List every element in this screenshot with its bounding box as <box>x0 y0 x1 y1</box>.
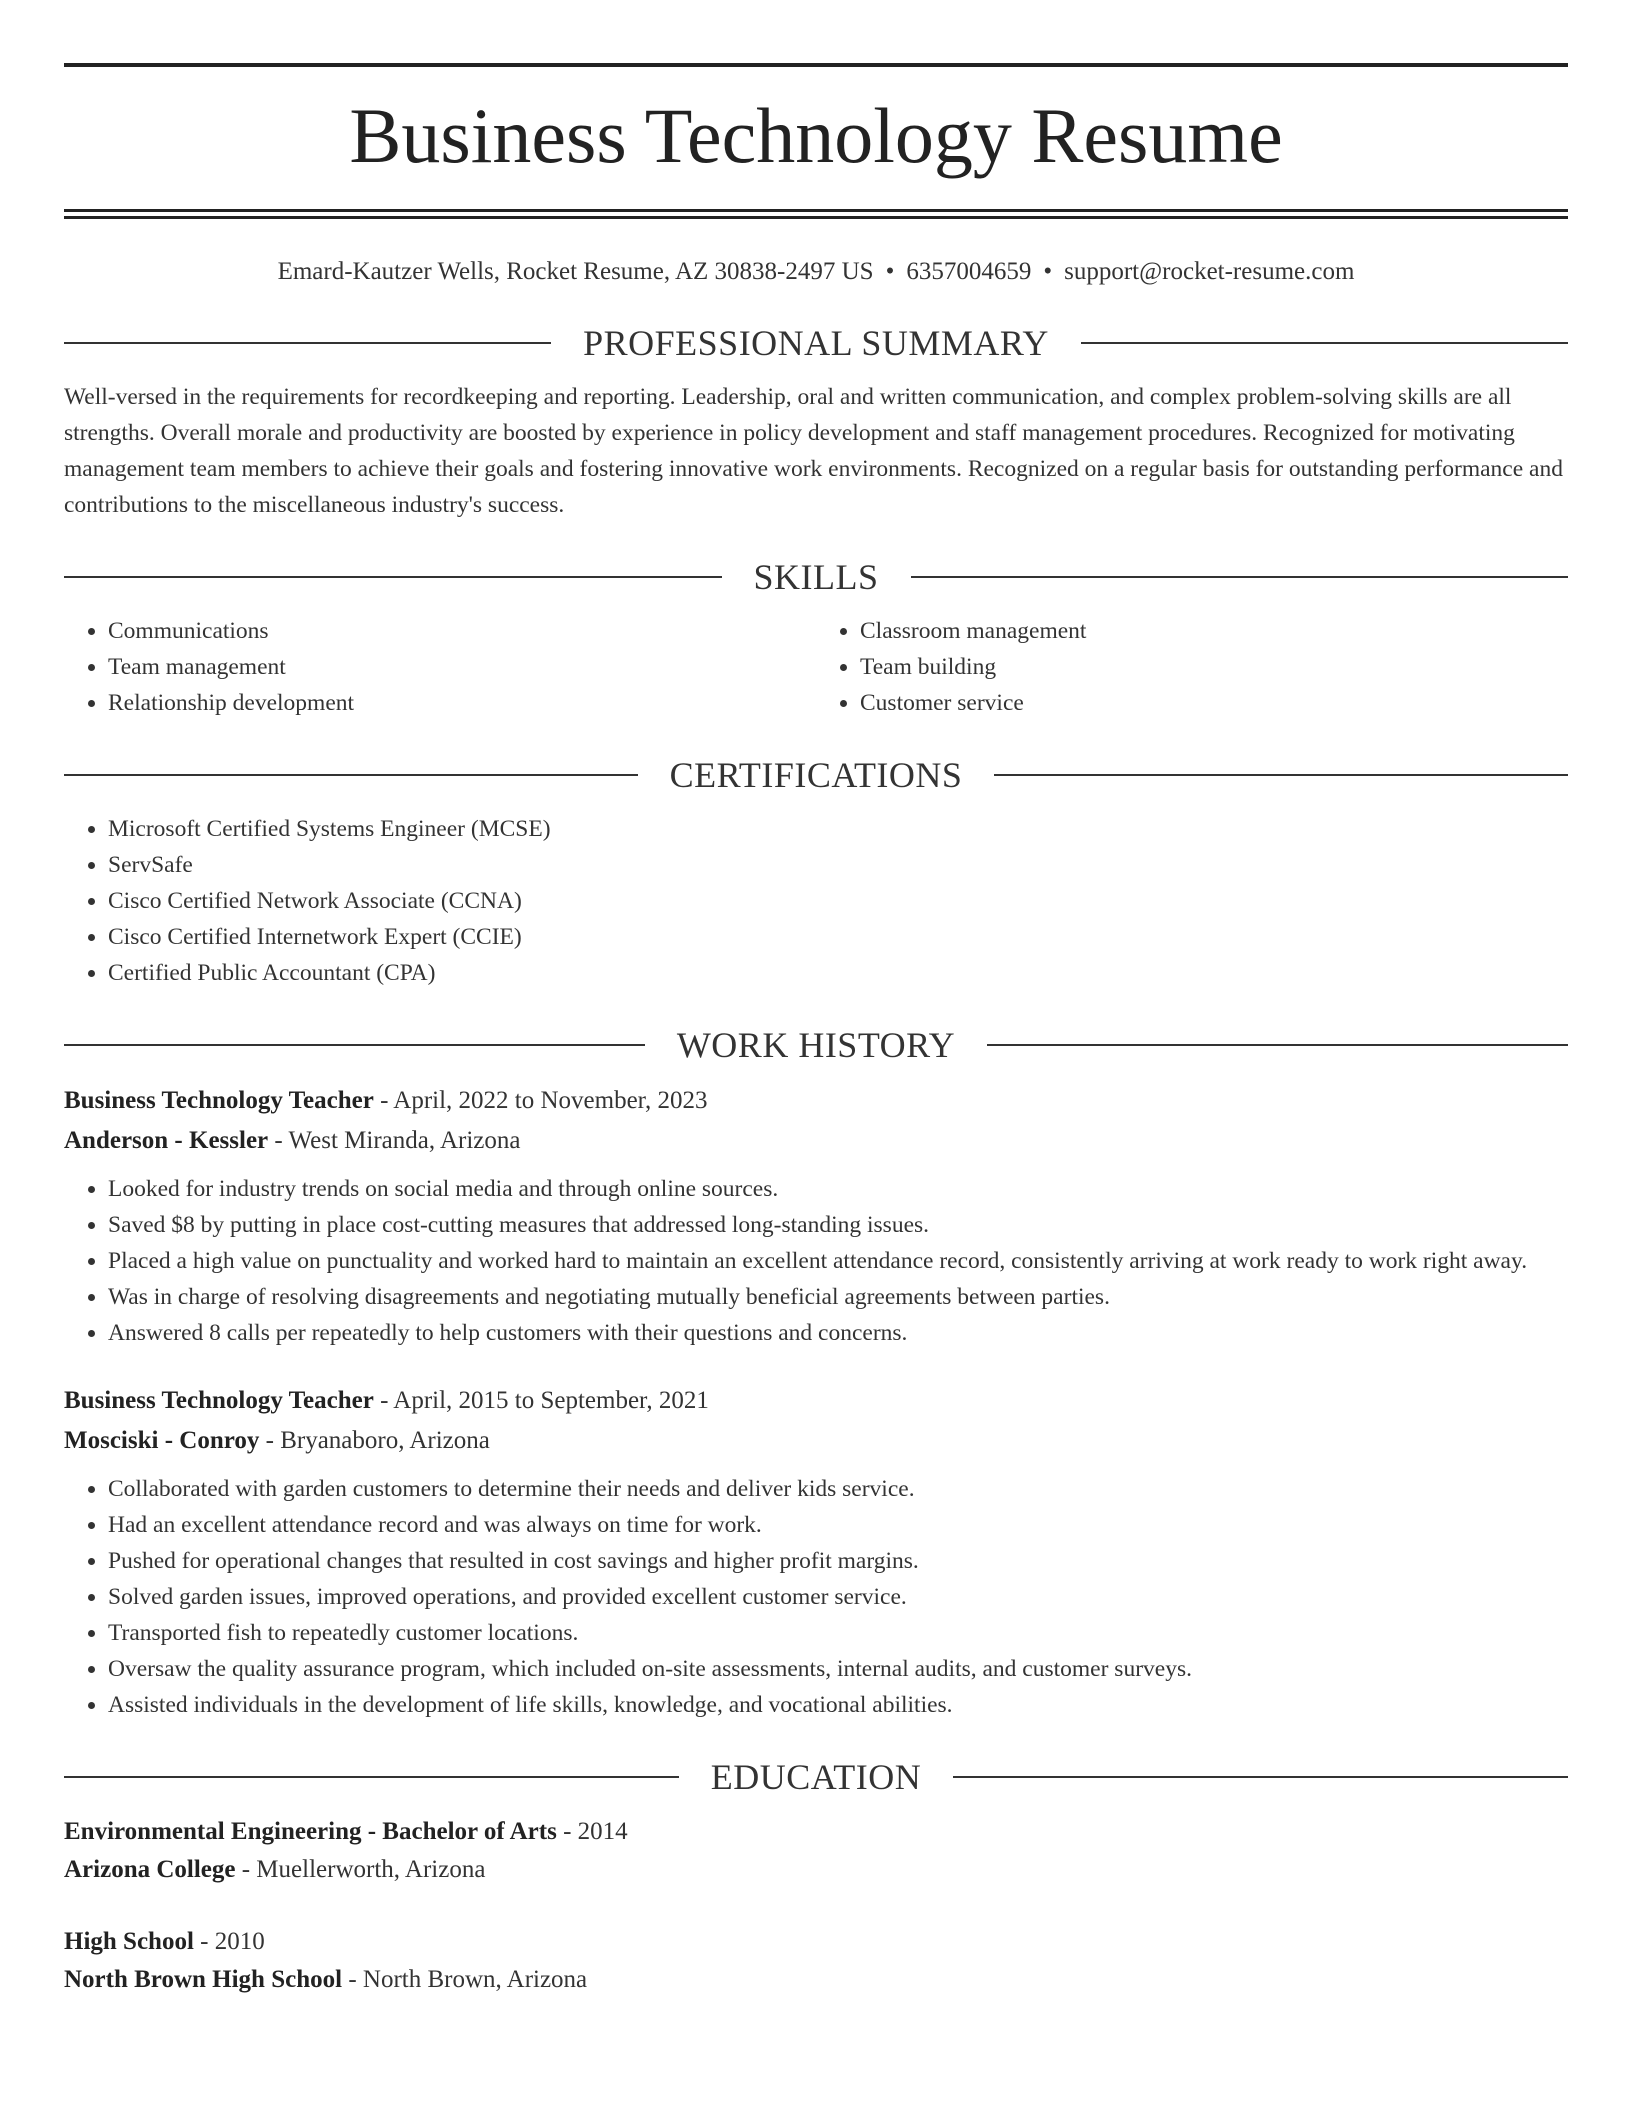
job-bullet: • Assisted individuals in the development of life skills, knowledge, and vocational abilities. <box>108 1687 1568 1723</box>
job-bullets <box>64 1471 1568 1723</box>
job-location: - West Miranda, Arizona <box>274 1127 521 1154</box>
divider-line <box>64 1776 679 1778</box>
certifications-list <box>64 811 1568 991</box>
education-degree-line <box>64 1813 1568 1851</box>
job-title-line <box>64 1081 1568 1121</box>
job-bullet: • Pushed for operational changes that resulted in cost savings and higher profit margins. <box>108 1543 1568 1579</box>
skill-item: • Relationship development <box>108 685 816 721</box>
job-bullet: • Placed a high value on punctuality and worked hard to maintain an excellent attendance record, consistently arriving at work ready to work right away. <box>108 1243 1568 1279</box>
job-entry <box>64 1381 1568 1723</box>
certification-item: • Cisco Certified Internetwork Expert (CCIE) <box>108 919 1568 955</box>
certification-item: • Microsoft Certified Systems Engineer (MCSE) <box>108 811 1568 847</box>
job-bullet: • Solved garden issues, improved operations, and provided excellent customer service. <box>108 1579 1568 1615</box>
job-company: Anderson - Kessler <box>64 1127 269 1154</box>
skills-list <box>64 613 1568 721</box>
divider-line <box>64 576 722 578</box>
education-degree: High School <box>64 1928 194 1955</box>
job-title: Business Technology Teacher <box>64 1087 374 1114</box>
certification-item: • Cisco Certified Network Associate (CCNA) <box>108 883 1568 919</box>
divider-line <box>64 1044 645 1046</box>
section-title: WORK HISTORY <box>676 1025 956 1065</box>
job-bullet: • Transported fish to repeatedly customer locations. <box>108 1615 1568 1651</box>
section-title: PROFESSIONAL SUMMARY <box>583 323 1049 363</box>
education-location: - North Brown, Arizona <box>348 1966 588 1993</box>
contact-separator: • <box>885 258 895 285</box>
summary-text: Well-versed in the requirements for recordkeeping and reporting. Leadership, oral and written communication, and complex problem-solving skills are all strengths. Overall morale and productivity are boosted by experience in policy development and staff management procedures. Recognized for motivating management team members to achieve their goals and fostering innovative work environments. Recognized on a regular basis for outstanding performance and contributions to the miscellaneous industry's success. <box>64 384 1563 518</box>
education-location: - Muellerworth, Arizona <box>241 1856 486 1883</box>
section-title: CERTIFICATIONS <box>669 755 963 795</box>
section-header-certifications <box>64 751 1568 799</box>
job-title-line <box>64 1381 1568 1421</box>
section-header-summary <box>64 319 1568 367</box>
contact-address: Emard-Kautzer Wells, Rocket Resume, AZ 30838-2497 US <box>277 258 874 285</box>
job-bullet: • Had an excellent attendance record and was always on time for work. <box>108 1507 1568 1543</box>
job-bullets <box>64 1171 1568 1351</box>
resume-page <box>64 0 1568 1999</box>
skill-item: • Customer service <box>860 685 1568 721</box>
job-dates: - April, 2015 to September, 2021 <box>380 1387 709 1414</box>
skill-item: • Communications <box>108 613 816 649</box>
education-school-line <box>64 1961 1568 1999</box>
job-bullet: • Answered 8 calls per repeatedly to help customers with their questions and concerns. <box>108 1315 1568 1351</box>
divider-line <box>64 342 551 344</box>
job-company-line <box>64 1121 1568 1161</box>
education-degree-line <box>64 1923 1568 1961</box>
job-entry <box>64 1081 1568 1351</box>
education-year: - 2010 <box>200 1928 265 1955</box>
section-header-education <box>64 1753 1568 1801</box>
contact-line <box>64 255 1568 289</box>
skills-column-right <box>816 613 1568 721</box>
skill-item: • Classroom management <box>860 613 1568 649</box>
resume-title: Business Technology Resume <box>349 92 1283 179</box>
job-bullet: • Oversaw the quality assurance program, which included on-site assessments, internal audits, and customer surveys. <box>108 1651 1568 1687</box>
education-school: North Brown High School <box>64 1966 343 1993</box>
education-degree: Environmental Engineering - Bachelor of Arts <box>64 1818 557 1845</box>
job-bullet: • Collaborated with garden customers to determine their needs and deliver kids service. <box>108 1471 1568 1507</box>
contact-email: support@rocket-resume.com <box>1064 258 1355 285</box>
divider-line <box>987 1044 1568 1046</box>
education-entry <box>64 1813 1568 1889</box>
contact-separator: • <box>1043 258 1053 285</box>
education-school: Arizona College <box>64 1856 236 1883</box>
job-company-line <box>64 1421 1568 1461</box>
section-title: SKILLS <box>753 557 879 597</box>
divider-line <box>911 576 1569 578</box>
job-bullet: • Saved $8 by putting in place cost-cutting measures that addressed long-standing issues. <box>108 1207 1568 1243</box>
job-bullet: • Looked for industry trends on social media and through online sources. <box>108 1171 1568 1207</box>
section-title: EDUCATION <box>710 1757 922 1797</box>
divider-line <box>953 1776 1568 1778</box>
job-company: Mosciski - Conroy <box>64 1427 260 1454</box>
education-entry <box>64 1923 1568 1999</box>
skills-column-left <box>64 613 816 721</box>
top-rule <box>64 63 1568 67</box>
double-rule <box>64 209 1568 219</box>
certification-item: • ServSafe <box>108 847 1568 883</box>
skill-item: • Team building <box>860 649 1568 685</box>
job-dates: - April, 2022 to November, 2023 <box>380 1087 708 1114</box>
section-header-skills <box>64 553 1568 601</box>
education-year: - 2014 <box>563 1818 628 1845</box>
education-school-line <box>64 1851 1568 1889</box>
job-location: - Bryanaboro, Arizona <box>265 1427 490 1454</box>
divider-line <box>994 774 1568 776</box>
contact-phone: 6357004659 <box>906 258 1032 285</box>
skill-item: • Team management <box>108 649 816 685</box>
divider-line <box>64 774 638 776</box>
job-bullet: • Was in charge of resolving disagreements and negotiating mutually beneficial agreements between parties. <box>108 1279 1568 1315</box>
job-title: Business Technology Teacher <box>64 1387 374 1414</box>
section-header-work <box>64 1021 1568 1069</box>
divider-line <box>1081 342 1568 344</box>
certification-item: • Certified Public Accountant (CPA) <box>108 955 1568 991</box>
